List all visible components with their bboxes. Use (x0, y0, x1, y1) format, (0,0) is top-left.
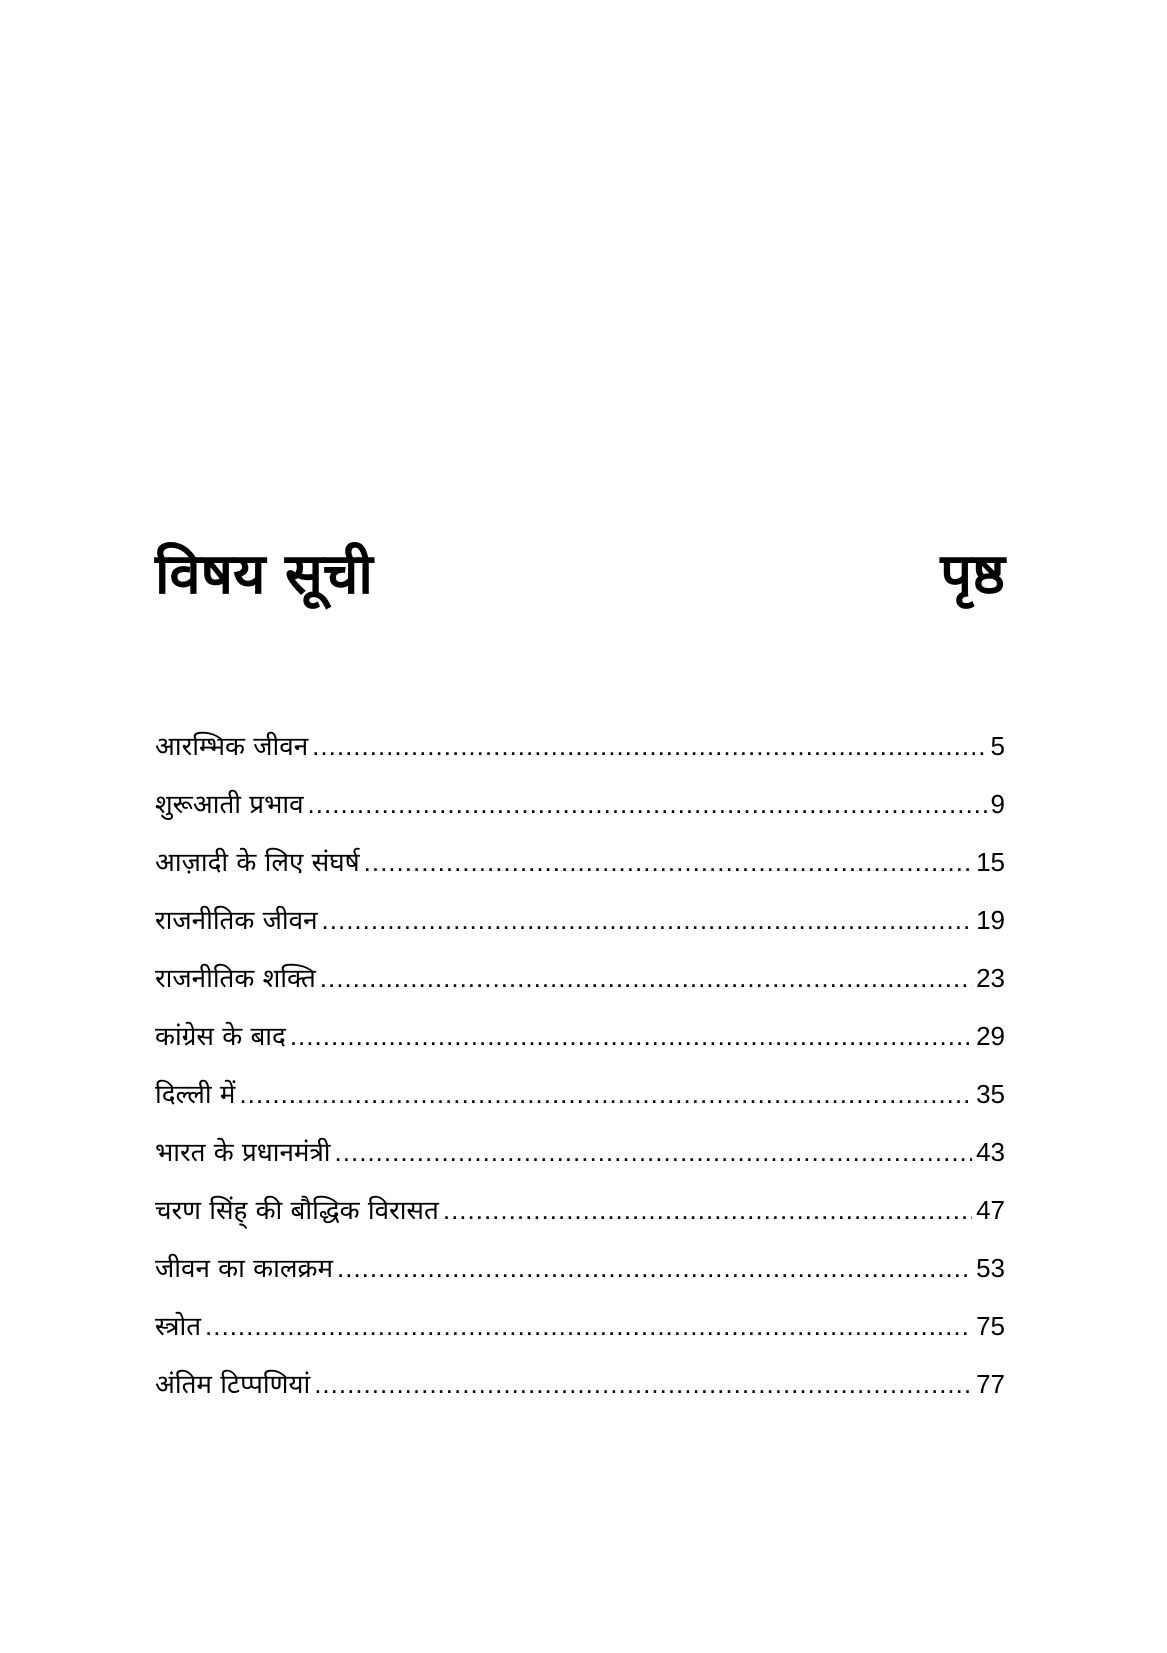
toc-entry-title: आरम्भिक जीवन (155, 732, 309, 762)
toc-entry-page: 23 (976, 963, 1005, 993)
toc-entry-page: 43 (976, 1137, 1005, 1167)
toc-entry-page: 19 (976, 905, 1005, 935)
toc-list (155, 726, 1005, 1422)
dot-leader (335, 1132, 973, 1172)
dot-leader (290, 1016, 972, 1056)
toc-entry-page: 35 (976, 1079, 1005, 1109)
toc-entry-title: चरण सिंह् की बौद्धिक विरासत (155, 1196, 439, 1226)
toc-entry-title: राजनीतिक शक्ति (155, 964, 316, 994)
dot-leader (337, 1248, 972, 1288)
toc-header (155, 530, 1005, 620)
toc-entry-page: 15 (976, 847, 1005, 877)
toc-entry-title: आज़ादी के लिए संघर्ष (155, 848, 360, 878)
toc-entry-page: 77 (976, 1369, 1005, 1399)
dot-leader (314, 1364, 972, 1404)
dot-leader (320, 958, 972, 998)
toc-entry[interactable] (155, 1074, 1005, 1132)
dot-leader (205, 1306, 972, 1346)
toc-entry-title: जीवन का कालक्रम (155, 1254, 333, 1284)
toc-entry[interactable] (155, 900, 1005, 958)
toc-entry[interactable] (155, 1248, 1005, 1306)
toc-entry[interactable] (155, 842, 1005, 900)
toc-entry[interactable] (155, 1132, 1005, 1190)
toc-entry[interactable] (155, 726, 1005, 784)
toc-entry-title: कांग्रेस के बाद (155, 1022, 286, 1052)
dot-leader (239, 1074, 972, 1114)
toc-entry[interactable] (155, 1190, 1005, 1248)
toc-title: विषय सूची (155, 542, 373, 607)
toc-entry-title: अंतिम टिप्पणियां (155, 1370, 311, 1400)
toc-entry-title: राजनीतिक जीवन (155, 906, 318, 936)
dot-leader (312, 726, 986, 766)
toc-page-heading: पृष्ठ (940, 542, 1005, 607)
dot-leader (322, 900, 973, 940)
toc-entry[interactable] (155, 1306, 1005, 1364)
toc-entry-page: 75 (976, 1311, 1005, 1341)
toc-entry-page: 53 (976, 1253, 1005, 1283)
toc-entry-page: 47 (976, 1195, 1005, 1225)
toc-entry[interactable] (155, 784, 1005, 842)
dot-leader (308, 784, 987, 824)
toc-entry-page: 29 (976, 1021, 1005, 1051)
toc-entry-title: भारत के प्रधानमंत्री (155, 1138, 331, 1168)
toc-entry-page: 5 (990, 731, 1005, 761)
toc-entry[interactable] (155, 958, 1005, 1016)
dot-leader (443, 1190, 972, 1230)
toc-entry-page: 9 (990, 789, 1005, 819)
toc-entry-title: दिल्ली में (155, 1080, 236, 1110)
dot-leader (364, 842, 972, 882)
toc-entry[interactable] (155, 1364, 1005, 1422)
toc-entry-title: स्त्रोत (155, 1312, 202, 1342)
toc-entry-title: शुरूआती प्रभाव (155, 790, 304, 820)
toc-entry[interactable] (155, 1016, 1005, 1074)
